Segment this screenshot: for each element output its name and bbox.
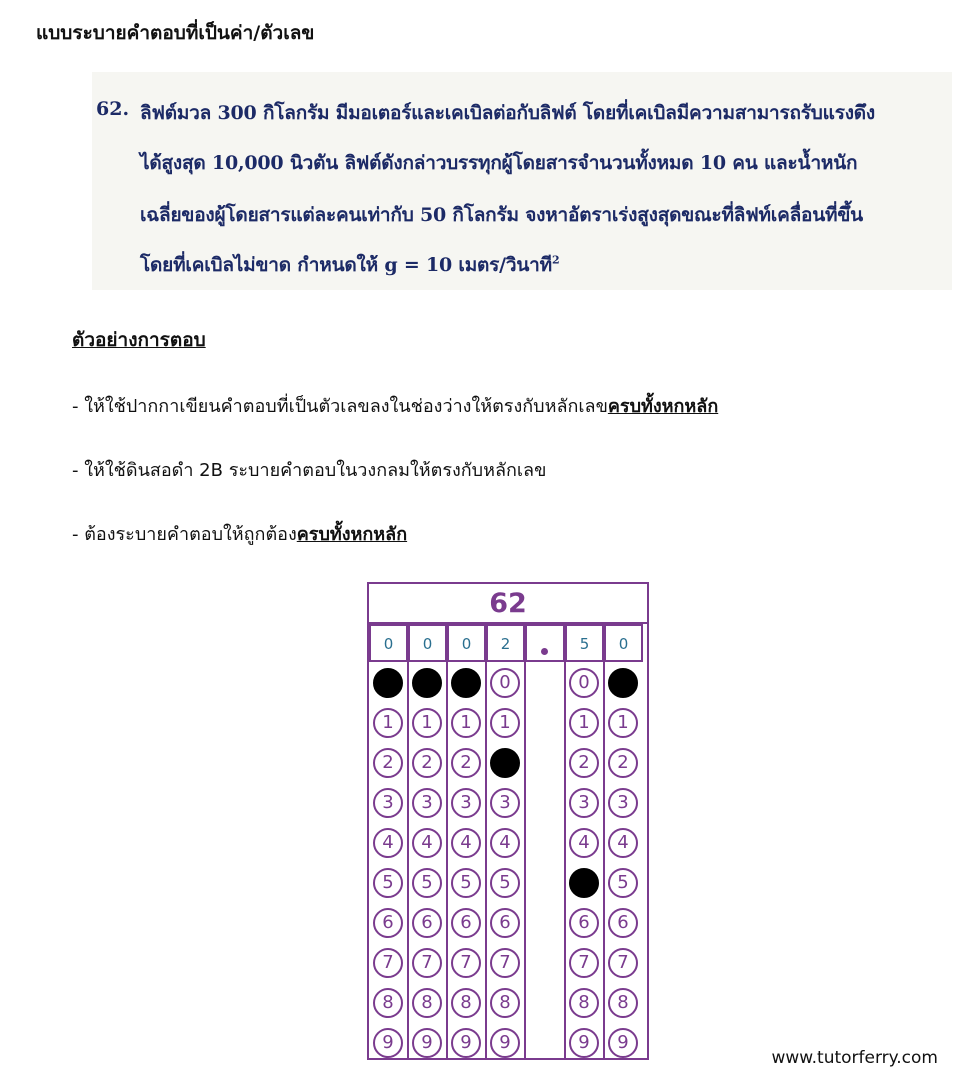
bubble-col5-7[interactable]: 7 xyxy=(569,948,599,978)
bubble-col6-6[interactable]: 6 xyxy=(608,908,638,938)
bubble-col4-1[interactable]: 1 xyxy=(490,708,520,738)
bubble-col6-4[interactable]: 4 xyxy=(608,828,638,858)
bubble-col4-2[interactable]: 2 xyxy=(490,748,520,778)
question-line-3: เฉลี่ยของผู้โดยสารแต่ละคนเท่ากับ 50 กิโลกรัม จงหาอัตราเร่งสูงสุดขณะที่ลิฟท์เคลื่อนที่ขึ้น xyxy=(140,204,863,226)
bubble-col3-0[interactable]: 0 xyxy=(451,668,481,698)
answer-sheet-number: 62 xyxy=(369,584,647,624)
bubble-col2-5[interactable]: 5 xyxy=(412,868,442,898)
column-divider xyxy=(407,662,409,1058)
bubble-col3-7[interactable]: 7 xyxy=(451,948,481,978)
bubble-col4-8[interactable]: 8 xyxy=(490,988,520,1018)
digit-box-5[interactable]: 5 xyxy=(565,624,604,662)
bubble-col1-0[interactable]: 0 xyxy=(373,668,403,698)
decimal-point-icon xyxy=(541,648,548,655)
bubble-col5-2[interactable]: 2 xyxy=(569,748,599,778)
bubble-col6-7[interactable]: 7 xyxy=(608,948,638,978)
bubble-col1-3[interactable]: 3 xyxy=(373,788,403,818)
answer-sheet xyxy=(367,582,649,1060)
bubble-col5-4[interactable]: 4 xyxy=(569,828,599,858)
question-line-4: โดยที่เคเบิลไม่ขาด กำหนดให้ g = 10 เมตร/วินาที$^2$ xyxy=(140,253,560,276)
page-title: แบบระบายคำตอบที่เป็นค่า/ตัวเลข xyxy=(36,22,315,44)
bubble-col1-4[interactable]: 4 xyxy=(373,828,403,858)
bubble-col5-9[interactable]: 9 xyxy=(569,1028,599,1058)
bubble-col5-3[interactable]: 3 xyxy=(569,788,599,818)
rule-2-text: - ให้ใช้ดินสอดำ 2B ระบายคำตอบในวงกลมให้ตรงกับหลักเลข xyxy=(72,460,547,481)
bubble-col6-1[interactable]: 1 xyxy=(608,708,638,738)
rule-1-text: - ให้ใช้ปากกาเขียนคำตอบที่เป็นตัวเลขลงในช่องว่างให้ตรงกับหลักเลข xyxy=(72,396,608,417)
column-divider xyxy=(446,662,448,1058)
rule-2 xyxy=(72,455,546,484)
bubble-col5-0[interactable]: 0 xyxy=(569,668,599,698)
bubble-col4-5[interactable]: 5 xyxy=(490,868,520,898)
rule-3-text: - ต้องระบายคำตอบให้ถูกต้อง xyxy=(72,524,297,545)
footer-url: www.tutorferry.com xyxy=(771,1048,938,1068)
bubble-col5-8[interactable]: 8 xyxy=(569,988,599,1018)
bubble-col6-9[interactable]: 9 xyxy=(608,1028,638,1058)
digit-box-1[interactable]: 0 xyxy=(369,624,408,662)
digit-box-3[interactable]: 0 xyxy=(447,624,486,662)
rule-1-emphasis: ครบทั้งหกหลัก xyxy=(607,396,719,417)
bubble-col6-0[interactable]: 0 xyxy=(608,668,638,698)
bubble-col1-9[interactable]: 9 xyxy=(373,1028,403,1058)
decimal-box xyxy=(525,624,565,662)
rule-3 xyxy=(72,519,407,548)
bubble-col4-6[interactable]: 6 xyxy=(490,908,520,938)
bubble-col2-6[interactable]: 6 xyxy=(412,908,442,938)
bubble-col2-2[interactable]: 2 xyxy=(412,748,442,778)
bubble-col1-2[interactable]: 2 xyxy=(373,748,403,778)
digit-box-6[interactable]: 0 xyxy=(604,624,643,662)
bubble-col3-1[interactable]: 1 xyxy=(451,708,481,738)
bubble-col4-0[interactable]: 0 xyxy=(490,668,520,698)
bubble-col5-6[interactable]: 6 xyxy=(569,908,599,938)
bubble-col5-1[interactable]: 1 xyxy=(569,708,599,738)
bubble-col3-9[interactable]: 9 xyxy=(451,1028,481,1058)
bubble-col2-9[interactable]: 9 xyxy=(412,1028,442,1058)
bubble-col1-5[interactable]: 5 xyxy=(373,868,403,898)
bubble-col3-8[interactable]: 8 xyxy=(451,988,481,1018)
question-line-2: ได้สูงสุด 10,000 นิวตัน ลิฟต์ดังกล่าวบรรทุกผู้โดยสารจำนวนทั้งหมด 10 คน และน้ำหนัก xyxy=(140,152,858,174)
bubble-col1-6[interactable]: 6 xyxy=(373,908,403,938)
bubble-col6-8[interactable]: 8 xyxy=(608,988,638,1018)
bubble-col1-8[interactable]: 8 xyxy=(373,988,403,1018)
bubble-col3-3[interactable]: 3 xyxy=(451,788,481,818)
bubble-col3-4[interactable]: 4 xyxy=(451,828,481,858)
rule-3-emphasis: ครบทั้งหกหลัก xyxy=(296,524,408,545)
bubble-col3-6[interactable]: 6 xyxy=(451,908,481,938)
bubble-col4-9[interactable]: 9 xyxy=(490,1028,520,1058)
digit-box-2[interactable]: 0 xyxy=(408,624,447,662)
rule-1 xyxy=(72,391,718,420)
bubble-col1-7[interactable]: 7 xyxy=(373,948,403,978)
bubble-col2-1[interactable]: 1 xyxy=(412,708,442,738)
bubble-col6-3[interactable]: 3 xyxy=(608,788,638,818)
question-line-1: ลิฟต์มวล 300 กิโลกรัม มีมอเตอร์และเคเบิลต่อกับลิฟต์ โดยที่เคเบิลมีความสามารถรับแรงดึง xyxy=(140,102,876,124)
bubble-col2-3[interactable]: 3 xyxy=(412,788,442,818)
bubble-col2-0[interactable]: 0 xyxy=(412,668,442,698)
bubble-col3-2[interactable]: 2 xyxy=(451,748,481,778)
bubble-col4-7[interactable]: 7 xyxy=(490,948,520,978)
bubble-col5-5[interactable]: 5 xyxy=(569,868,599,898)
bubble-col2-8[interactable]: 8 xyxy=(412,988,442,1018)
question-superscript: 2 xyxy=(551,253,560,267)
column-divider xyxy=(564,662,566,1058)
column-divider xyxy=(524,662,526,1058)
bubble-col2-4[interactable]: 4 xyxy=(412,828,442,858)
bubble-col1-1[interactable]: 1 xyxy=(373,708,403,738)
column-divider xyxy=(603,662,605,1058)
bubble-col6-5[interactable]: 5 xyxy=(608,868,638,898)
bubble-col2-7[interactable]: 7 xyxy=(412,948,442,978)
bubble-col4-4[interactable]: 4 xyxy=(490,828,520,858)
question-image xyxy=(92,72,952,290)
bubble-col6-2[interactable]: 2 xyxy=(608,748,638,778)
bubble-col4-3[interactable]: 3 xyxy=(490,788,520,818)
question-number: 62. xyxy=(96,98,130,120)
bubble-col3-5[interactable]: 5 xyxy=(451,868,481,898)
column-divider xyxy=(485,662,487,1058)
digit-box-4[interactable]: 2 xyxy=(486,624,525,662)
example-heading: ตัวอย่างการตอบ xyxy=(72,329,206,351)
